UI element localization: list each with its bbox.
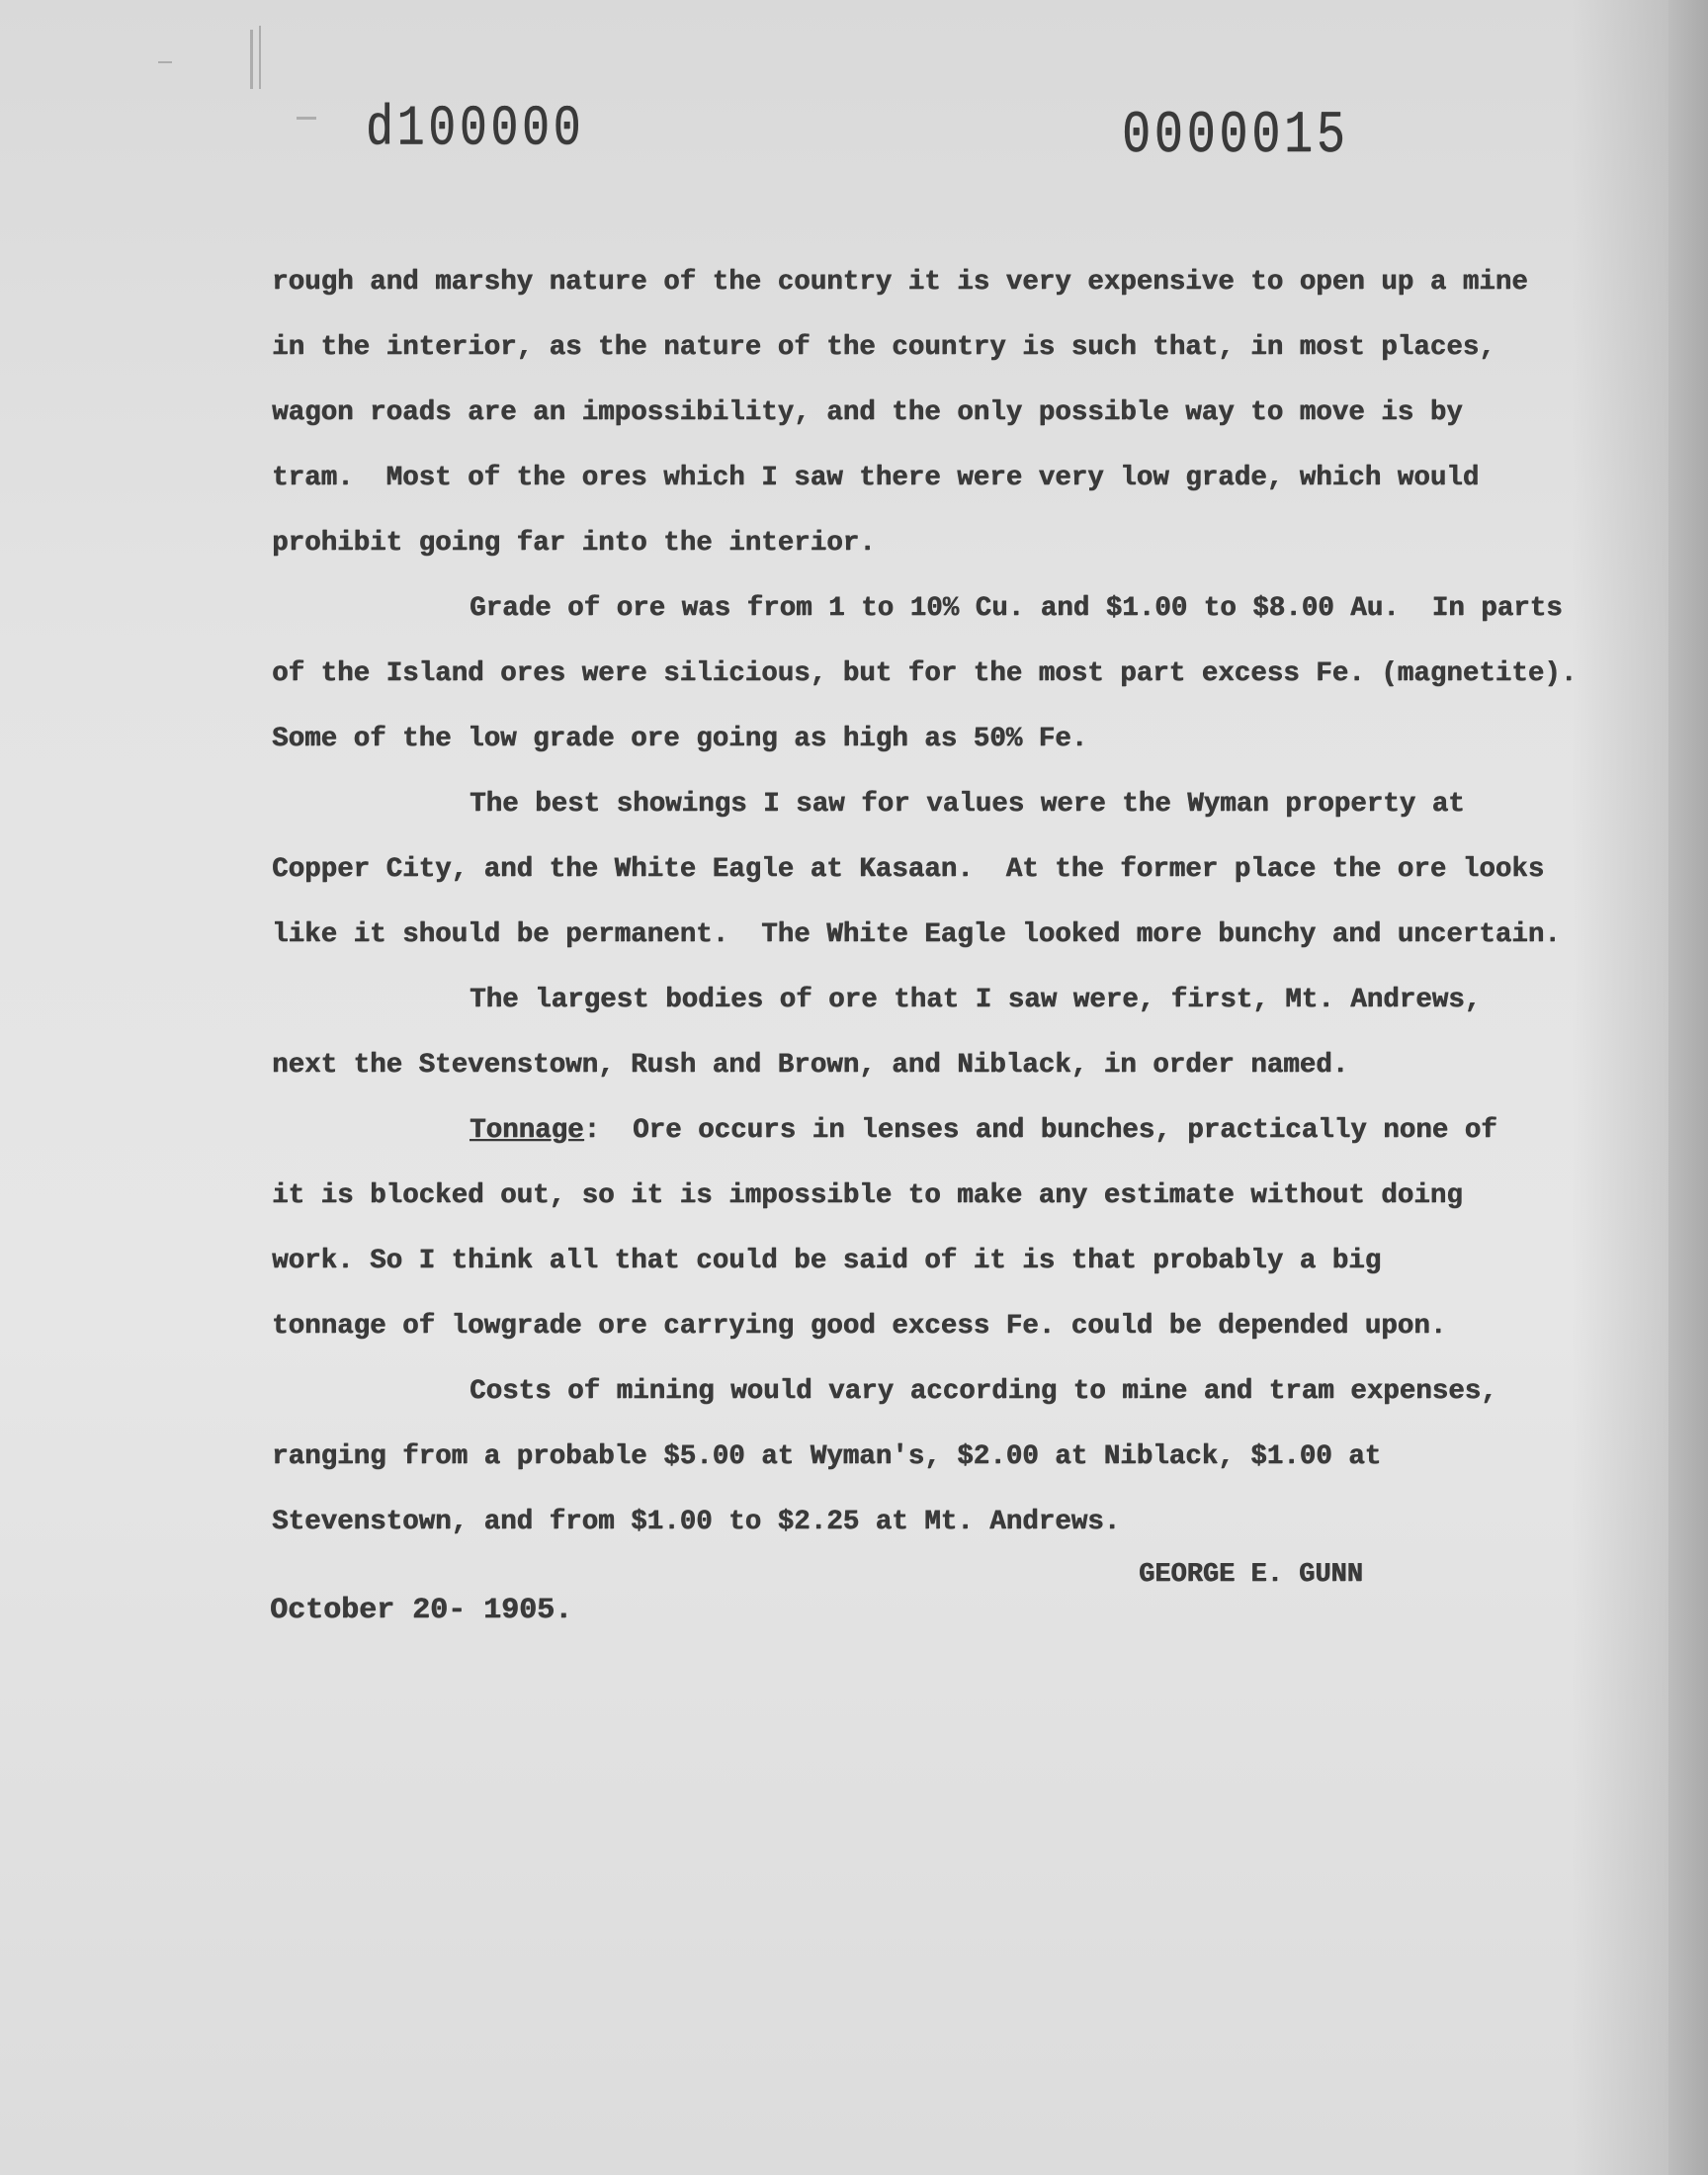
scan-mark [250,30,253,89]
signature: GEORGE E. GUNN [1139,1560,1363,1590]
text-line: The largest bodies of ore that I saw were, first, Mt. Andrews, [470,985,1482,1015]
text-line [272,1098,1596,1164]
text-line: Costs of mining would vary according to mine and tram expenses, [470,1376,1497,1407]
text-line: tram. Most of the ores which I saw there were very low grade, which would [272,463,1480,493]
text-line: tonnage of lowgrade ore carrying good excess Fe. could be depended upon. [272,1311,1447,1342]
text-line: ranging from a probable $5.00 at Wyman's, $2.00 at Niblack, $1.00 at [272,1441,1382,1472]
document-number-stamp-left: d100000 [366,97,585,161]
text-line: work. So I think all that could be said of it is that probably a big [272,1246,1382,1276]
text-line: in the interior, as the nature of the country is such that, in most places, [272,332,1495,363]
text-line: it is blocked out, so it is impossible to make any estimate without doing [272,1180,1463,1211]
scan-right-edge [1668,0,1708,2175]
text-line: Stevenstown, and from $1.00 to $2.25 at Mt. Andrews. [272,1507,1121,1537]
document-number-stamp-right: 0000015 [1122,103,1349,170]
tonnage-heading: Tonnage [470,1115,584,1146]
scan-mark [297,117,316,120]
text-line-rest: : Ore occurs in lenses and bunches, practically none of [583,1115,1497,1146]
text-line: wagon roads are an impossibility, and the only possible way to move is by [272,397,1463,428]
text-line: of the Island ores were silicious, but for the most part excess Fe. (magnetite). [272,658,1578,689]
text-line: The best showings I saw for values were the Wyman property at [470,789,1465,820]
text-line: rough and marshy nature of the country it is very expensive to open up a mine [272,267,1528,298]
scan-mark [158,61,172,63]
text-line: like it should be permanent. The White Eagle looked more bunchy and uncertain. [272,919,1561,950]
text-line: Some of the low grade ore going as high as 50% Fe. [272,724,1088,754]
text-line: prohibit going far into the interior. [272,528,876,559]
scan-mark [259,26,261,89]
text-line: next the Stevenstown, Rush and Brown, and Niblack, in order named. [272,1050,1349,1081]
text-line: Grade of ore was from 1 to 10% Cu. and $1.00 to $8.00 Au. In parts [470,593,1563,624]
report-body [272,250,1596,1555]
text-line: Copper City, and the White Eagle at Kasaan. At the former place the ore looks [272,854,1545,885]
document-date: October 20- 1905. [270,1594,573,1627]
